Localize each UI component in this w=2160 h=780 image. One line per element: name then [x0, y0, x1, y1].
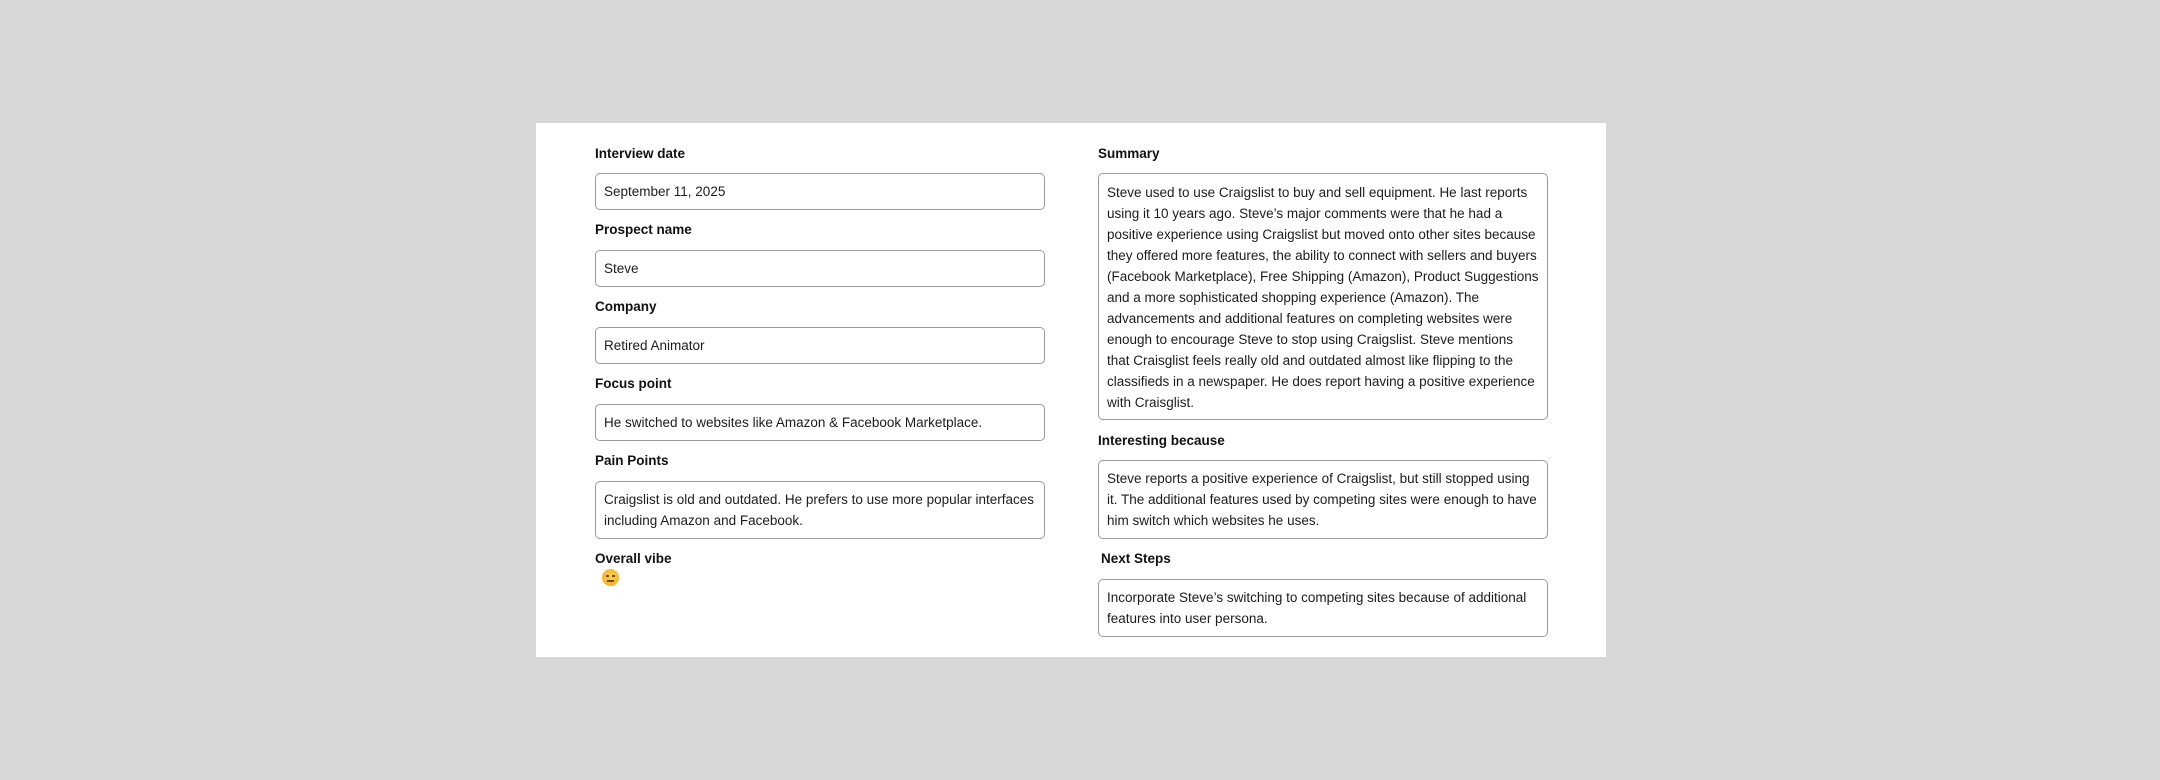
next-steps-label: Next Steps — [1101, 551, 1171, 566]
emoji-left-eye — [606, 575, 609, 577]
prospect-name-field[interactable]: Steve — [595, 250, 1045, 287]
interesting-because-field[interactable]: Steve reports a positive experience of Craigslist, but still stopped using it. The additional features used by competing sites were enough to have him switch which websites he uses. — [1098, 460, 1548, 539]
overall-vibe-label: Overall vibe — [595, 551, 672, 566]
pain-points-field[interactable]: Craigslist is old and outdated. He prefers to use more popular interfaces including Amazon and Facebook. — [595, 481, 1045, 539]
neutral-face-emoji-icon[interactable] — [602, 569, 619, 586]
summary-label: Summary — [1098, 146, 1160, 161]
next-steps-field[interactable]: Incorporate Steve’s switching to competing sites because of additional features into user persona. — [1098, 579, 1548, 637]
emoji-right-eye — [612, 575, 615, 577]
focus-point-field[interactable]: He switched to websites like Amazon & Facebook Marketplace. — [595, 404, 1045, 441]
company-field[interactable]: Retired Animator — [595, 327, 1045, 364]
interview-date-field[interactable]: September 11, 2025 — [595, 173, 1045, 210]
interesting-because-label: Interesting because — [1098, 433, 1225, 448]
focus-point-label: Focus point — [595, 376, 672, 391]
interview-date-label: Interview date — [595, 146, 686, 161]
emoji-mouth — [607, 580, 614, 582]
company-label: Company — [595, 299, 657, 314]
pain-points-label: Pain Points — [595, 453, 669, 468]
prospect-name-label: Prospect name — [595, 222, 692, 237]
summary-field[interactable]: Steve used to use Craigslist to buy and sell equipment. He last reports using it 10 years ago. Steve’s major comments were that he had a positive experience using Craigslist but moved onto other sites because they offered more features, the ability to connect with sellers and buyers (Facebook Marketplace), Free Shipping (Amazon), Product Suggestions and a more sophisticated shopping experience (Amazon). The advancements and additional features on completing websites were enough to encourage Steve to stop using Craigslist. Steve mentions that Craisglist feels really old and outdated almost like flipping to the classifieds in a newspaper. He does report having a positive experience with Craisglist. — [1098, 173, 1548, 420]
